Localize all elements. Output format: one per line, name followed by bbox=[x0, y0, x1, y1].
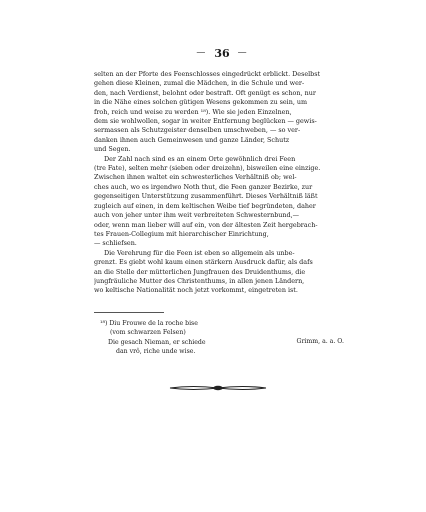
text-line: Zwischen ihnen waltet ein schwesterliches Verhältniß ob; wel- bbox=[94, 173, 297, 182]
footnote-rule bbox=[94, 312, 164, 313]
text-line: auch von jeher unter ihm weit verbreiteten Schwesternbund,— bbox=[94, 211, 300, 220]
text-line: in die Nähe eines solchen gütigen Wesens gekommen zu sein, um bbox=[94, 98, 308, 107]
header-dash-right: — bbox=[237, 48, 248, 58]
text-line: gehen diese Kleinen, zumal die Mädchen, in die Schule und wer- bbox=[94, 79, 305, 88]
text-line: jungfräuliche Mutter des Christenthums, in allen jenen Ländern, bbox=[94, 276, 305, 285]
footnote-line: dan vrô, riche unde wise. bbox=[116, 348, 196, 356]
footnote-line: (vom schwarzen Felsen) bbox=[110, 329, 186, 337]
footnote-line: ¹⁸) Diu Frouwe de la roche bise bbox=[100, 320, 198, 327]
text-line: tes Frauen-Collegium mit hierarchischer Einrichtung, bbox=[94, 229, 269, 238]
page-header bbox=[92, 46, 352, 60]
text-line: danken ihnen auch Gemeinwesen und ganze Länder, Schutz bbox=[94, 135, 290, 144]
footnote-line: Die gesach Nieman, er schiede bbox=[108, 338, 206, 346]
text-line: selten an der Pforte des Feenschlosses eingedrückt erblickt. Deselbst bbox=[94, 70, 321, 78]
text-line: ches auch, wo es irgendwo Noth thut, die Feen ganzer Bezirke, zur bbox=[94, 182, 313, 191]
page-number: 36 bbox=[214, 46, 230, 60]
paragraph-start-line: Der Zahl nach sind es an einem Orte gewöhnlich drei Feen bbox=[104, 154, 296, 163]
text-line: zugleich auf einen, in dem keltischen Weibe tief begründeten, daher bbox=[94, 201, 316, 210]
ornament-divider bbox=[168, 384, 268, 392]
text-line: froh, reich und weise zu werden ¹⁸). Wie sie jeden Einzelnen, bbox=[94, 107, 292, 116]
text-line: gegenseitigen Unterstützung zusammenführt. Dieses Verhältniß läßt bbox=[94, 192, 318, 201]
text-line: — schliefsen. bbox=[94, 239, 137, 248]
header-dash-left: — bbox=[196, 48, 207, 58]
text-line: den, nach Verdienst, belohnt oder bestraft. Oft genügt es schon, nur bbox=[94, 88, 316, 97]
footnote-source: Grimm, a. a. O. bbox=[296, 338, 344, 345]
text-line: an die Stelle der mütterlichen Jungfrauen des Druidenthums, die bbox=[94, 267, 306, 276]
text-line: oder, wenn man lieber will auf ein, von der ältesten Zeit hergebrach- bbox=[94, 220, 318, 229]
text-line: (tre Fate), selten mehr (sieben oder dreizehn), bisweilen eine einzige. bbox=[94, 164, 321, 173]
text-line: wo keltische Nationalität noch jetzt vorkommt, eingetreten ist. bbox=[94, 286, 298, 295]
paragraph-start-line: Die Verehrung für die Feen ist eben so allgemein als unbe- bbox=[104, 248, 295, 257]
text-line: grenzt. Es giebt wohl kaum einen stärkern Ausdruck dafür, als dafs bbox=[94, 258, 313, 267]
text-line: und Segen. bbox=[94, 145, 131, 154]
text-line: dem sie wohlwollen, sogar in weiter Entfernung beglücken — gewis- bbox=[94, 117, 317, 126]
body-text bbox=[94, 70, 352, 296]
text-line: sermassen als Schutzgeister denselben umschweben, — so ver- bbox=[94, 126, 301, 135]
footnote bbox=[100, 319, 352, 357]
